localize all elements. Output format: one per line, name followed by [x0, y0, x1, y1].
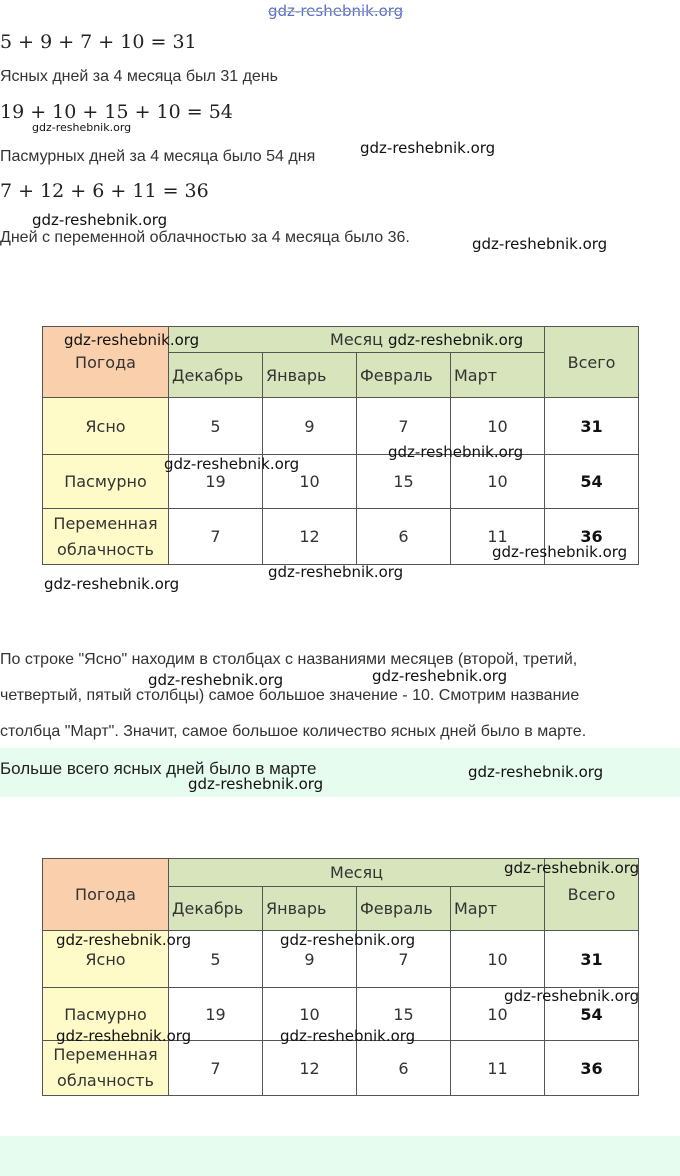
- watermark: gdz-reshebnik.org: [468, 763, 604, 781]
- watermark: gdz-reshebnik.org: [492, 543, 628, 561]
- watermark: gdz-reshebnik.org: [472, 235, 608, 253]
- table-cell: 15: [357, 988, 451, 1041]
- variable-sum-equation: 7 + 12 + 6 + 11 = 36: [0, 180, 209, 202]
- table-cell: 10: [451, 931, 545, 988]
- watermark: gdz-reshebnik.org: [188, 775, 324, 793]
- table-cell: 10: [451, 398, 545, 455]
- watermark-header: gdz-reshebnik.org: [268, 2, 404, 20]
- total-cell-cloudy: 54: [545, 455, 639, 509]
- watermark: gdz-reshebnik.org: [56, 931, 192, 949]
- row-label-variable: [43, 509, 169, 565]
- table-cell: 10: [451, 455, 545, 509]
- total-cell-sunny: 31: [545, 398, 639, 455]
- answer-text: Больше всего ясных дней было в марте: [0, 759, 317, 778]
- table-row-variable: [43, 1041, 639, 1096]
- row-label-variable: [43, 1041, 169, 1096]
- weather-header: Погода: [75, 352, 136, 372]
- month-header: Месяц: [330, 330, 383, 349]
- row-label-sunny: Ясно: [43, 931, 169, 988]
- month-header-february: Февраль: [357, 887, 451, 931]
- table-cell: 9: [263, 398, 357, 455]
- month-header-cell: [169, 859, 545, 887]
- watermark: gdz-reshebnik.org: [280, 931, 416, 949]
- row-label-sunny: Ясно: [43, 398, 169, 455]
- table-cell: 19: [169, 455, 263, 509]
- month-header-january: Январь: [263, 353, 357, 398]
- month-header-february: Февраль: [357, 353, 451, 398]
- row-label-line: облачность: [57, 1071, 154, 1090]
- cloudy-total-text: Пасмурных дней за 4 месяца было 54 дня: [0, 148, 316, 165]
- row-label-line: Переменная: [53, 1045, 158, 1064]
- cloudy-sum-equation: 19 + 10 + 15 + 10 = 54: [0, 101, 233, 123]
- month-header-december: Декабрь: [169, 353, 263, 398]
- watermark: gdz-reshebnik.org: [268, 563, 404, 581]
- table-cell: 9: [263, 931, 357, 988]
- table-cell: 11: [451, 1041, 545, 1096]
- variable-total-text: Дней с переменной облачностью за 4 месяца было 36.: [0, 229, 410, 246]
- watermark: gdz-reshebnik.org: [372, 667, 508, 685]
- row-label-line: Переменная: [53, 513, 158, 533]
- watermark: gdz-reshebnik.org: [504, 987, 640, 1005]
- watermark: gdz-reshebnik.org: [32, 121, 132, 134]
- total-header: Всего: [567, 885, 616, 904]
- watermark: gdz-reshebnik.org: [388, 331, 524, 349]
- table-cell: 12: [263, 1041, 357, 1096]
- watermark: gdz-reshebnik.org: [148, 671, 284, 689]
- watermark: gdz-reshebnik.org: [388, 443, 524, 461]
- table-cell: 19: [169, 988, 263, 1041]
- weather-header-cell: [43, 859, 169, 931]
- month-header-march: Март: [451, 353, 545, 398]
- table-cell: 7: [169, 509, 263, 565]
- watermark: gdz-reshebnik.org: [164, 455, 300, 473]
- table-cell: 7: [357, 931, 451, 988]
- table-cell: 15: [357, 455, 451, 509]
- watermark: gdz-reshebnik.org: [280, 1027, 416, 1045]
- table-cell: 6: [357, 509, 451, 565]
- row-label-line: облачность: [57, 539, 154, 559]
- total-cell-sunny: 31: [545, 931, 639, 988]
- weather-table-1: [42, 326, 639, 565]
- table-cell: 10: [263, 988, 357, 1041]
- sunny-sum-equation: 5 + 9 + 7 + 10 = 31: [0, 31, 197, 53]
- table-cell: 5: [169, 398, 263, 455]
- explanation-line-3: столбца "Март". Значит, самое большое количество ясных дней было в марте.: [0, 723, 587, 740]
- table-cell: 10: [451, 988, 545, 1041]
- watermark: gdz-reshebnik.org: [56, 1027, 192, 1045]
- row-label-cloudy: Пасмурно: [43, 988, 169, 1041]
- explanation-line-2: четвертый, пятый столбцы) самое большое значение - 10. Смотрим название: [0, 687, 580, 704]
- watermark: gdz-reshebnik.org: [64, 331, 200, 349]
- table-cell: 6: [357, 1041, 451, 1096]
- total-cell-variable: 36: [545, 1041, 639, 1096]
- table-row-sunny: [43, 398, 639, 455]
- watermark: gdz-reshebnik.org: [504, 859, 640, 877]
- table-row-cloudy: [43, 455, 639, 509]
- table-cell: 12: [263, 509, 357, 565]
- table-cell: 5: [169, 931, 263, 988]
- weather-header: Погода: [75, 885, 136, 904]
- total-cell-variable: 36: [545, 509, 639, 565]
- total-header: Всего: [567, 352, 616, 372]
- sunny-total-text: Ясных дней за 4 месяца был 31 день: [0, 68, 278, 85]
- table-cell: 10: [263, 455, 357, 509]
- month-header-march: Март: [451, 887, 545, 931]
- answer-box-2: [0, 1136, 680, 1176]
- total-header-cell: [545, 327, 639, 398]
- row-label-cloudy: Пасмурно: [43, 455, 169, 509]
- month-header-january: Январь: [263, 887, 357, 931]
- explanation-line-1: По строке "Ясно" находим в столбцах с названиями месяцев (второй, третий,: [0, 651, 578, 668]
- table-cell: 7: [169, 1041, 263, 1096]
- weather-table-2: [42, 858, 639, 1096]
- table-cell: 11: [451, 509, 545, 565]
- total-cell-cloudy: 54: [545, 988, 639, 1041]
- watermark: gdz-reshebnik.org: [44, 575, 180, 593]
- month-header-december: Декабрь: [169, 887, 263, 931]
- watermark: gdz-reshebnik.org: [360, 139, 496, 157]
- watermark: gdz-reshebnik.org: [32, 211, 168, 229]
- month-header: Месяц: [330, 863, 383, 882]
- table-cell: 7: [357, 398, 451, 455]
